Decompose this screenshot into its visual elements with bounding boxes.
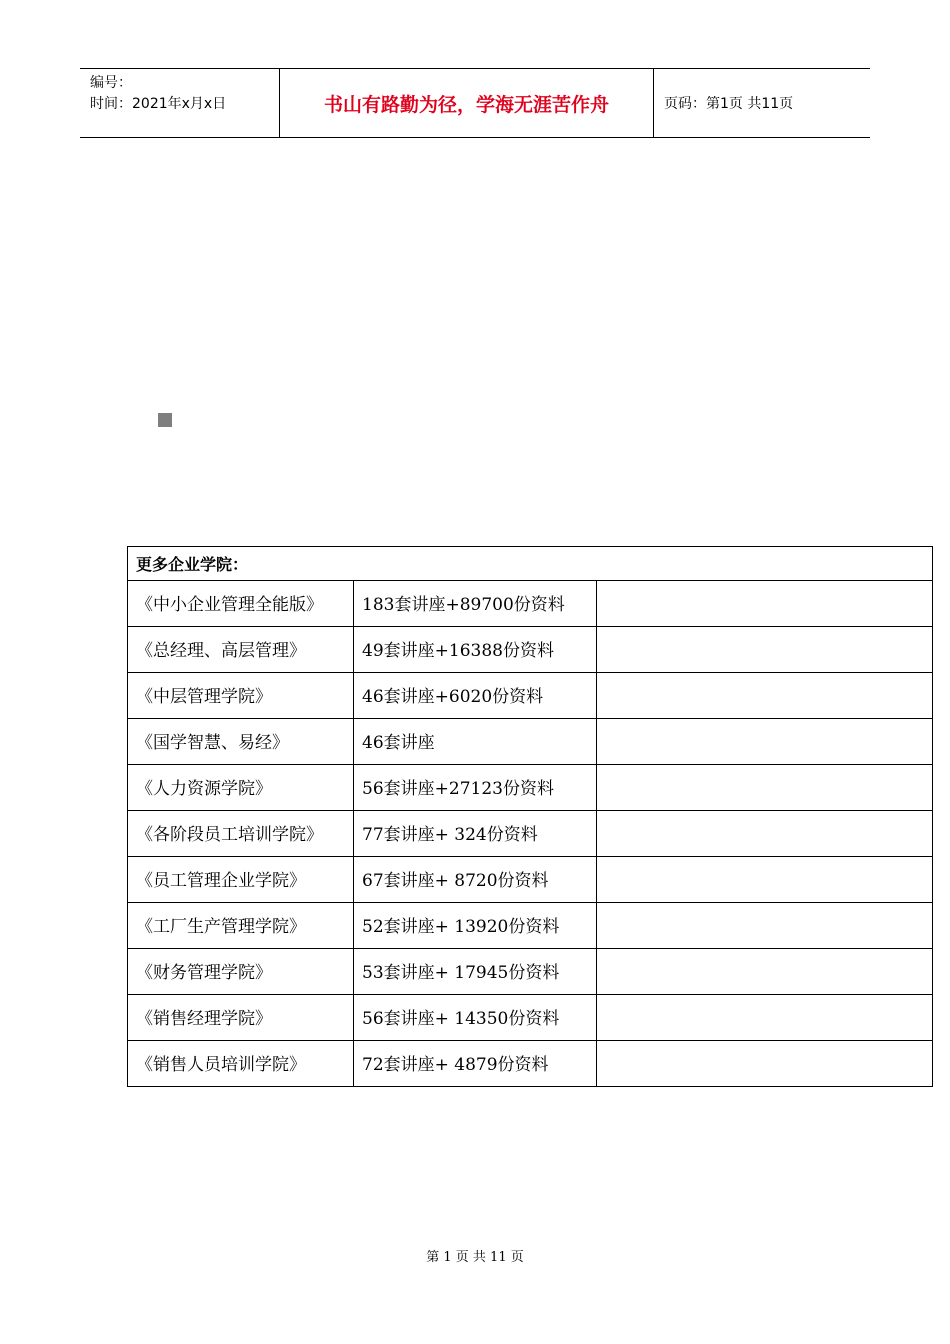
header-meta — [80, 69, 280, 137]
square-bullet-icon — [158, 413, 172, 427]
table-row — [128, 673, 933, 719]
course-content: 56套讲座+ 14350份资料 — [354, 995, 597, 1041]
course-name: 《国学智慧、易经》 — [128, 719, 354, 765]
page-footer: 第 1 页 共 11 页 — [426, 1250, 524, 1265]
course-name: 《销售经理学院》 — [128, 995, 354, 1041]
document-number-label: 编号： — [90, 75, 132, 91]
course-content: 46套讲座 — [354, 719, 597, 765]
course-content: 67套讲座+ 8720份资料 — [354, 857, 597, 903]
course-extra — [597, 673, 933, 719]
course-extra — [597, 903, 933, 949]
course-name: 《人力资源学院》 — [128, 765, 354, 811]
course-content: 72套讲座+ 4879份资料 — [354, 1041, 597, 1087]
course-content: 183套讲座+89700份资料 — [354, 581, 597, 627]
table-row — [128, 903, 933, 949]
table-row — [128, 811, 933, 857]
course-content: 52套讲座+ 13920份资料 — [354, 903, 597, 949]
table-title: 更多企业学院： — [128, 547, 933, 581]
course-name: 《员工管理企业学院》 — [128, 857, 354, 903]
course-content: 77套讲座+ 324份资料 — [354, 811, 597, 857]
header-motto: 书山有路勤为径，学海无涯苦作舟 — [280, 69, 654, 137]
table-title-row — [128, 547, 933, 581]
page-header — [80, 68, 870, 138]
course-content: 56套讲座+27123份资料 — [354, 765, 597, 811]
course-name: 《总经理、高层管理》 — [128, 627, 354, 673]
course-extra — [597, 857, 933, 903]
course-content: 46套讲座+6020份资料 — [354, 673, 597, 719]
course-extra — [597, 765, 933, 811]
course-table — [127, 546, 933, 1087]
document-time: 时间：2021年x月x日 — [90, 96, 227, 112]
table-row — [128, 1041, 933, 1087]
course-content: 49套讲座+16388份资料 — [354, 627, 597, 673]
course-extra — [597, 581, 933, 627]
course-extra — [597, 949, 933, 995]
table-row — [128, 949, 933, 995]
course-content: 53套讲座+ 17945份资料 — [354, 949, 597, 995]
course-extra — [597, 1041, 933, 1087]
header-page-info: 页码：第1页 共11页 — [664, 96, 794, 112]
table-row — [128, 765, 933, 811]
table-row — [128, 857, 933, 903]
course-name: 《销售人员培训学院》 — [128, 1041, 354, 1087]
table-row — [128, 995, 933, 1041]
course-extra — [597, 719, 933, 765]
table-row — [128, 627, 933, 673]
course-name: 《工厂生产管理学院》 — [128, 903, 354, 949]
table-row — [128, 719, 933, 765]
course-name: 《各阶段员工培训学院》 — [128, 811, 354, 857]
course-name: 《中小企业管理全能版》 — [128, 581, 354, 627]
course-extra — [597, 627, 933, 673]
course-name: 《财务管理学院》 — [128, 949, 354, 995]
table-row — [128, 581, 933, 627]
course-extra — [597, 995, 933, 1041]
course-extra — [597, 811, 933, 857]
course-name: 《中层管理学院》 — [128, 673, 354, 719]
